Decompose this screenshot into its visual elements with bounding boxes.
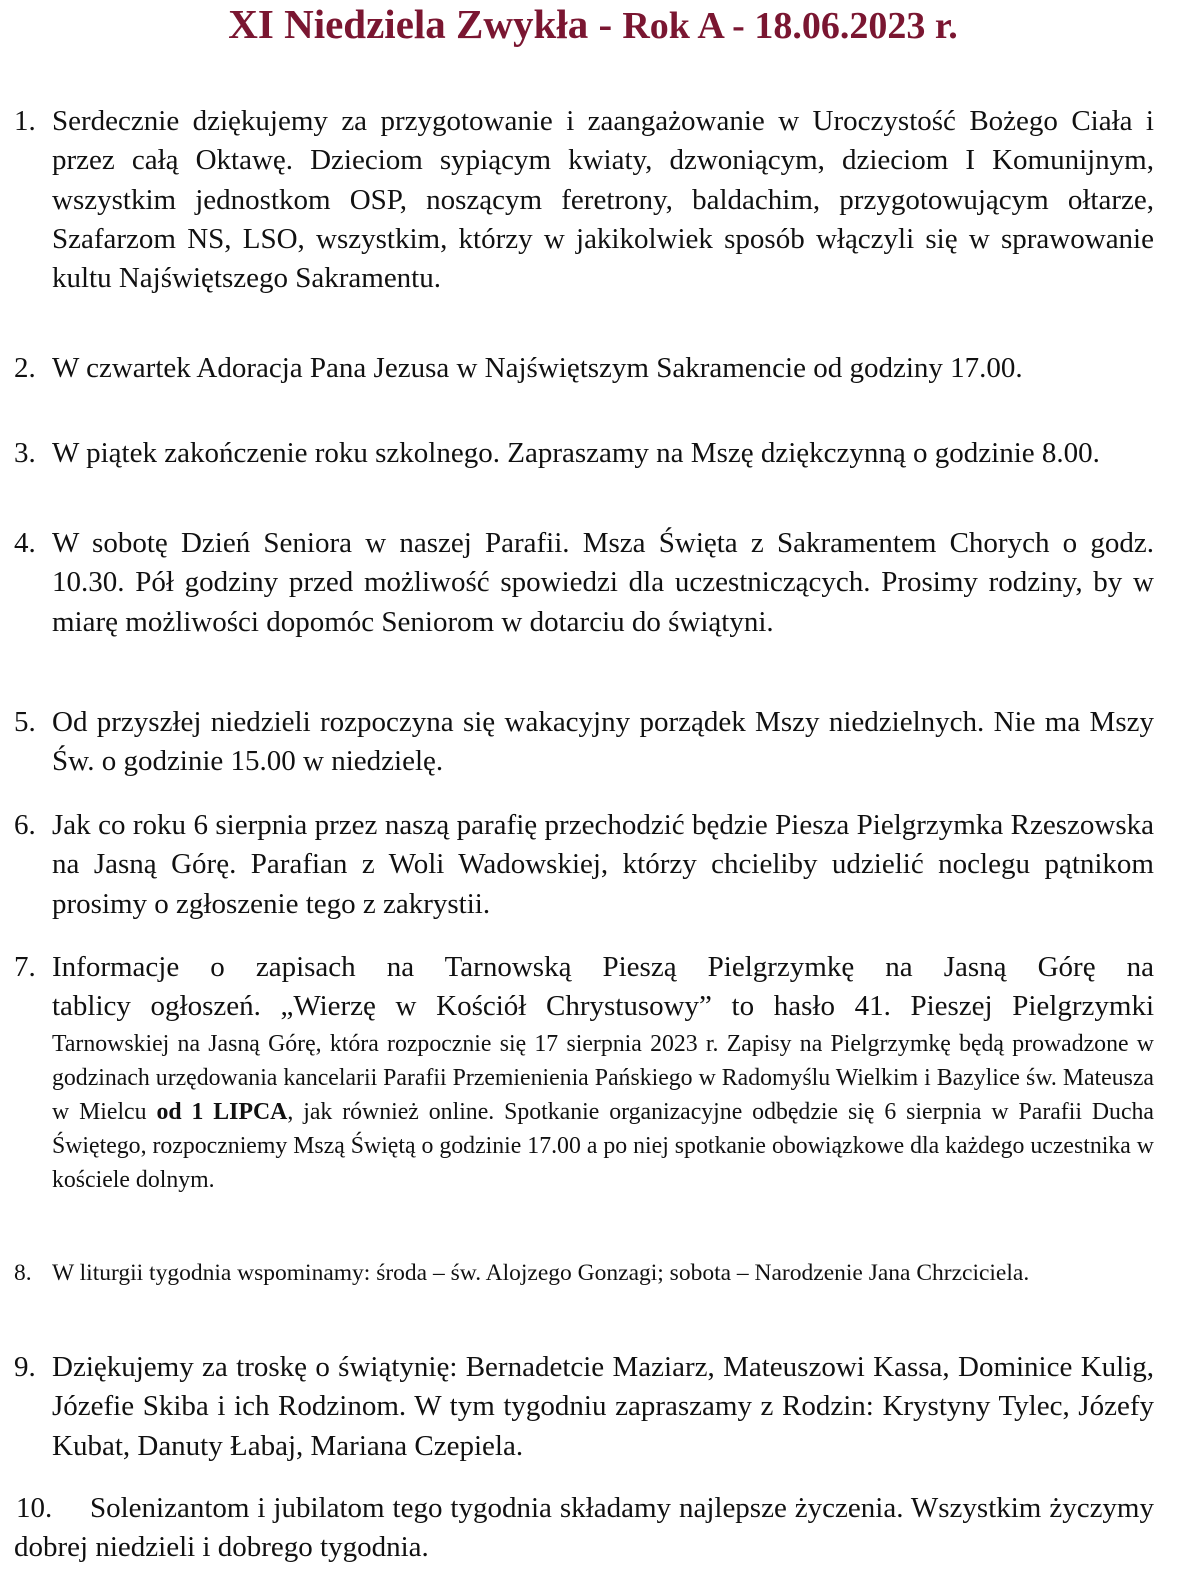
item-text-rest-a: Tarnowskiej na Jasną Górę, która rozpocznie się 17 sierpnia 2023 r. Zapisy na Pielgrzymkę będą prowadzone w godzinach urzędowania kancelarii Parafii Przemienienia Pańskiego w Radomyślu Wielkim i Bazylice św. Mateusza w Mielcu bbox=[52, 1030, 1154, 1125]
announcement-item-1 bbox=[14, 102, 1154, 298]
item-text-line-2: tablicy ogłoszeń. „Wierzę w Kościół Chrystusowy” to hasło 41. Pieszej Pielgrzymki bbox=[52, 990, 1154, 1023]
item-text: Od przyszłej niedzieli rozpoczyna się wakacyjny porządek Mszy niedzielnych. Nie ma Mszy Św. o godzinie 15.00 w niedzielę. bbox=[52, 706, 1154, 778]
item-number: 7. bbox=[14, 951, 36, 983]
item-text: W liturgii tygodnia wspominamy: środa – św. Alojzego Gonzagi; sobota – Narodzenie Jana Chrzciciela. bbox=[52, 1260, 1030, 1286]
item-text: Solenizantom i jubilatom tego tygodnia składamy najlepsze życzenia. Wszystkim życzymy dobrej niedzieli i dobrego tygodnia. bbox=[14, 1492, 1154, 1564]
announcement-item-7 bbox=[14, 948, 1154, 1198]
item-text: W piątek zakończenie roku szkolnego. Zapraszamy na Mszę dziękczynną o godzinie 8.00. bbox=[52, 437, 1100, 469]
item-text-line-1: Informacje o zapisach na Tarnowską Pieszą Pielgrzymkę na Jasną Górę na bbox=[52, 951, 1154, 983]
announcement-item-8 bbox=[14, 1257, 1154, 1291]
item-text-bold: od 1 LIPCA bbox=[156, 1099, 288, 1125]
item-number: 6. bbox=[14, 809, 36, 841]
item-number: 2. bbox=[14, 352, 36, 384]
item-text: W czwartek Adoracja Pana Jezusa w Najświętszym Sakramencie od godziny 17.00. bbox=[52, 352, 1023, 384]
announcement-item-5 bbox=[14, 703, 1154, 782]
announcement-item-4 bbox=[14, 524, 1154, 642]
page-title bbox=[0, 2, 1186, 48]
announcement-item-2 bbox=[14, 349, 1154, 388]
item-text: Dziękujemy za troskę o świątynię: Bernadetcie Maziarz, Mateuszowi Kassa, Dominice Kulig, Józefie Skiba i ich Rodzinom. W tym tygodniu zapraszamy z Rodzin: Krystyny Tylec, Józefy Kubat, Danuty Łabaj, Mariana Czepiela. bbox=[52, 1351, 1154, 1462]
item-number: 9. bbox=[14, 1351, 36, 1383]
announcement-item-10 bbox=[14, 1489, 1154, 1568]
item-number: 4. bbox=[14, 527, 36, 559]
item-text: Serdecznie dziękujemy za przygotowanie i zaangażowanie w Uroczystość Bożego Ciała i przez całą Oktawę. Dzieciom sypiącym kwiaty, dzwoniącym, dzieciom I Komunijnym, wszystkim jednostkom OSP, noszącym feretrony, baldachim, przygotowującym ołtarze, Szafarzom NS, LSO, wszystkim, którzy w jakikolwiek sposób włączyli się w sprawowanie kultu Najświętszego Sakramentu. bbox=[52, 105, 1154, 295]
item-text-rest-b: , jak również online. Spotkanie organizacyjne odbędzie się 6 sierpnia w Parafii Ducha Świętego, rozpoczniemy Mszą Świętą o godzinie 17.00 a po niej spotkanie obowiązkowe dla każdego uczestnika w kościele dolnym. bbox=[52, 1099, 1154, 1194]
item-number: 5. bbox=[14, 706, 36, 738]
announcement-item-3 bbox=[14, 434, 1154, 473]
item-number: 1. bbox=[14, 105, 36, 137]
item-text bbox=[14, 948, 1154, 1198]
item-text-rest bbox=[52, 1027, 1154, 1198]
item-text: W sobotę Dzień Seniora w naszej Parafii. Msza Święta z Sakramentem Chorych o godz. 10.30. Pół godziny przed możliwość spowiedzi dla uczestniczących. Prosimy rodziny, by w miarę możliwości dopomóc Seniorom w dotarciu do świątyni. bbox=[52, 527, 1154, 638]
item-number: 10. bbox=[16, 1492, 53, 1524]
title-main: XI Niedziela Zwykła - bbox=[228, 1, 623, 47]
title-sub: Rok A - 18.06.2023 r. bbox=[622, 5, 958, 47]
item-number: 8. bbox=[14, 1260, 32, 1286]
item-number: 3. bbox=[14, 437, 36, 469]
item-text: Jak co roku 6 sierpnia przez naszą parafię przechodzić będzie Piesza Pielgrzymka Rzeszowska na Jasną Górę. Parafian z Woli Wadowskiej, którzy chcieliby udzielić noclegu pątnikom prosimy o zgłoszenie tego z zakrystii. bbox=[52, 809, 1154, 920]
announcement-item-6 bbox=[14, 806, 1154, 924]
announcement-item-9 bbox=[14, 1348, 1154, 1466]
